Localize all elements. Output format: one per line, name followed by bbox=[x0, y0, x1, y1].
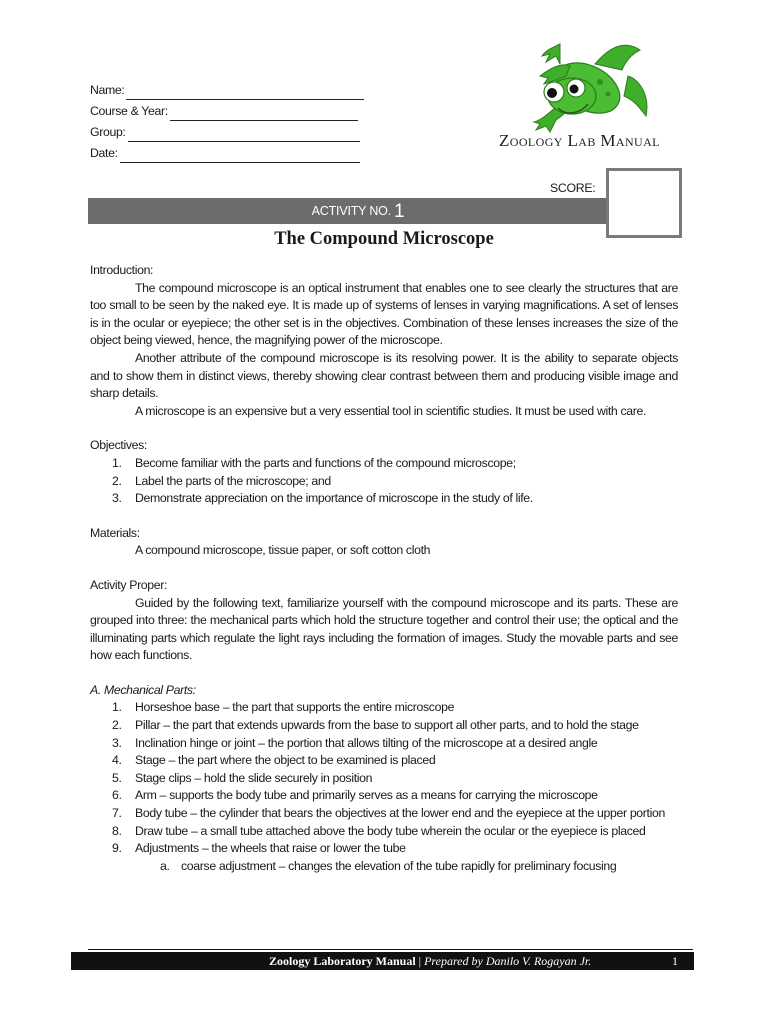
introduction-paragraph: A microscope is an expensive but a very essential tool in scientific studies. It must be used with care. bbox=[135, 403, 647, 418]
introduction-section bbox=[90, 262, 678, 420]
activity-proper-paragraph: Guided by the following text, familiarize yourself with the compound microscope and its parts. These are grouped into three: the mechanical parts which hold the structure together and control their use; the optical and the illuminating parts which regulate the light rays including the formation of images. Study the movable parts and see how each functions. bbox=[90, 595, 678, 663]
item-number: 9. bbox=[112, 841, 122, 856]
course-year-blank[interactable] bbox=[170, 108, 358, 121]
mechanical-parts-heading: A. Mechanical Parts: bbox=[90, 682, 196, 697]
item-number: 1. bbox=[112, 455, 122, 470]
date-field[interactable] bbox=[90, 145, 380, 166]
materials-heading: Materials: bbox=[90, 525, 140, 540]
name-field[interactable] bbox=[90, 82, 380, 103]
list-item bbox=[90, 752, 678, 770]
list-item bbox=[90, 858, 678, 876]
list-item bbox=[90, 490, 678, 508]
activity-bar bbox=[88, 198, 606, 224]
item-number: 1. bbox=[112, 700, 122, 715]
materials-text: A compound microscope, tissue paper, or soft cotton cloth bbox=[135, 543, 431, 558]
mechanical-parts-section bbox=[90, 682, 678, 876]
name-blank[interactable] bbox=[126, 87, 364, 100]
course-year-label: Course & Year: bbox=[90, 104, 168, 118]
student-info-fields bbox=[90, 82, 380, 166]
page-footer bbox=[71, 952, 694, 970]
footer-prepared-by: Prepared by Danilo V. Rogayan Jr. bbox=[424, 954, 592, 968]
item-number: 8. bbox=[112, 823, 122, 838]
group-label: Group: bbox=[90, 125, 126, 139]
activity-proper-section bbox=[90, 577, 678, 665]
item-number: 2. bbox=[112, 473, 122, 488]
introduction-paragraph: Another attribute of the compound microscope is its resolving power. It is the ability to separate objects and to show them in distinct views, thereby showing clear contrast between them and producing visible image and sharp details. bbox=[90, 350, 678, 401]
objectives-list bbox=[90, 455, 678, 508]
item-number: 2. bbox=[112, 718, 122, 733]
list-item bbox=[90, 787, 678, 805]
score-label: SCORE: bbox=[550, 181, 596, 195]
page-number: 1 bbox=[672, 954, 678, 968]
footer-separator: | bbox=[418, 954, 422, 968]
item-number: 3. bbox=[112, 491, 122, 506]
adjustments-sublist bbox=[90, 858, 678, 876]
item-text: Stage – the part where the object to be examined is placed bbox=[135, 753, 436, 768]
item-text: Label the parts of the microscope; and bbox=[135, 473, 331, 488]
list-item bbox=[90, 770, 678, 788]
list-item bbox=[90, 735, 678, 753]
footer-rule bbox=[88, 949, 693, 950]
introduction-heading: Introduction: bbox=[90, 263, 154, 277]
list-item bbox=[90, 840, 678, 858]
item-text: coarse adjustment – changes the elevation of the tube rapidly for preliminary focusing bbox=[181, 858, 617, 873]
activity-heading bbox=[88, 198, 628, 224]
item-number: 4. bbox=[112, 753, 122, 768]
item-number: 7. bbox=[112, 806, 122, 821]
activity-number: 1 bbox=[393, 201, 405, 222]
list-item bbox=[90, 823, 678, 841]
item-number: 5. bbox=[112, 770, 122, 785]
item-text: Demonstrate appreciation on the importance of microscope in the study of life. bbox=[135, 491, 533, 506]
item-number: 3. bbox=[112, 735, 122, 750]
group-blank[interactable] bbox=[128, 129, 360, 142]
materials-section bbox=[90, 525, 678, 560]
document-body bbox=[90, 262, 678, 875]
list-item bbox=[90, 455, 678, 473]
item-text: Draw tube – a small tube attached above the body tube wherein the ocular or the eyepiece is placed bbox=[135, 823, 646, 838]
list-item bbox=[90, 805, 678, 823]
item-number: 6. bbox=[112, 788, 122, 803]
item-number: a. bbox=[160, 858, 170, 873]
item-text: Adjustments – the wheels that raise or lower the tube bbox=[135, 841, 406, 856]
group-field[interactable] bbox=[90, 124, 380, 145]
item-text: Inclination hinge or joint – the portion that allows tilting of the microscope at a desired angle bbox=[135, 735, 598, 750]
date-blank[interactable] bbox=[120, 150, 360, 163]
item-text: Become familiar with the parts and functions of the compound microscope; bbox=[135, 455, 516, 470]
activity-proper-heading: Activity Proper: bbox=[90, 577, 168, 592]
item-text: Arm – supports the body tube and primarily serves as a means for carrying the microscope bbox=[135, 788, 598, 803]
item-text: Horseshoe base – the part that supports the entire microscope bbox=[135, 700, 455, 715]
name-label: Name: bbox=[90, 83, 125, 97]
objectives-heading: Objectives: bbox=[90, 438, 147, 453]
list-item bbox=[90, 699, 678, 717]
logo-wordmark: Zoology Lab Manual bbox=[499, 131, 660, 150]
footer-title: Zoology Laboratory Manual bbox=[269, 954, 416, 968]
item-text: Body tube – the cylinder that bears the objectives at the lower end and the eyepiece at the upper portion bbox=[135, 806, 665, 821]
introduction-paragraph: The compound microscope is an optical instrument that enables one to see clearly the structures that are too small to be seen by the naked eye. It is made up of systems of lenses in varying magnifications. A set of lenses is in the ocular or eyepiece; the other set is in the objectives. Combination of these lenses increases the size of the object being viewed, hence, the magnifying power of the microscope. bbox=[90, 280, 678, 348]
footer-text bbox=[269, 952, 591, 970]
list-item bbox=[90, 717, 678, 735]
page-title: The Compound Microscope bbox=[274, 229, 494, 249]
item-text: Stage clips – hold the slide securely in position bbox=[135, 770, 373, 785]
list-item bbox=[90, 473, 678, 491]
objectives-section bbox=[90, 437, 678, 507]
date-label: Date: bbox=[90, 146, 118, 160]
item-text: Pillar – the part that extends upwards from the base to support all other parts, and to hold the stage bbox=[135, 718, 639, 733]
course-year-field[interactable] bbox=[90, 103, 380, 124]
activity-label: ACTIVITY NO. bbox=[311, 204, 391, 218]
mechanical-parts-list bbox=[90, 699, 678, 857]
